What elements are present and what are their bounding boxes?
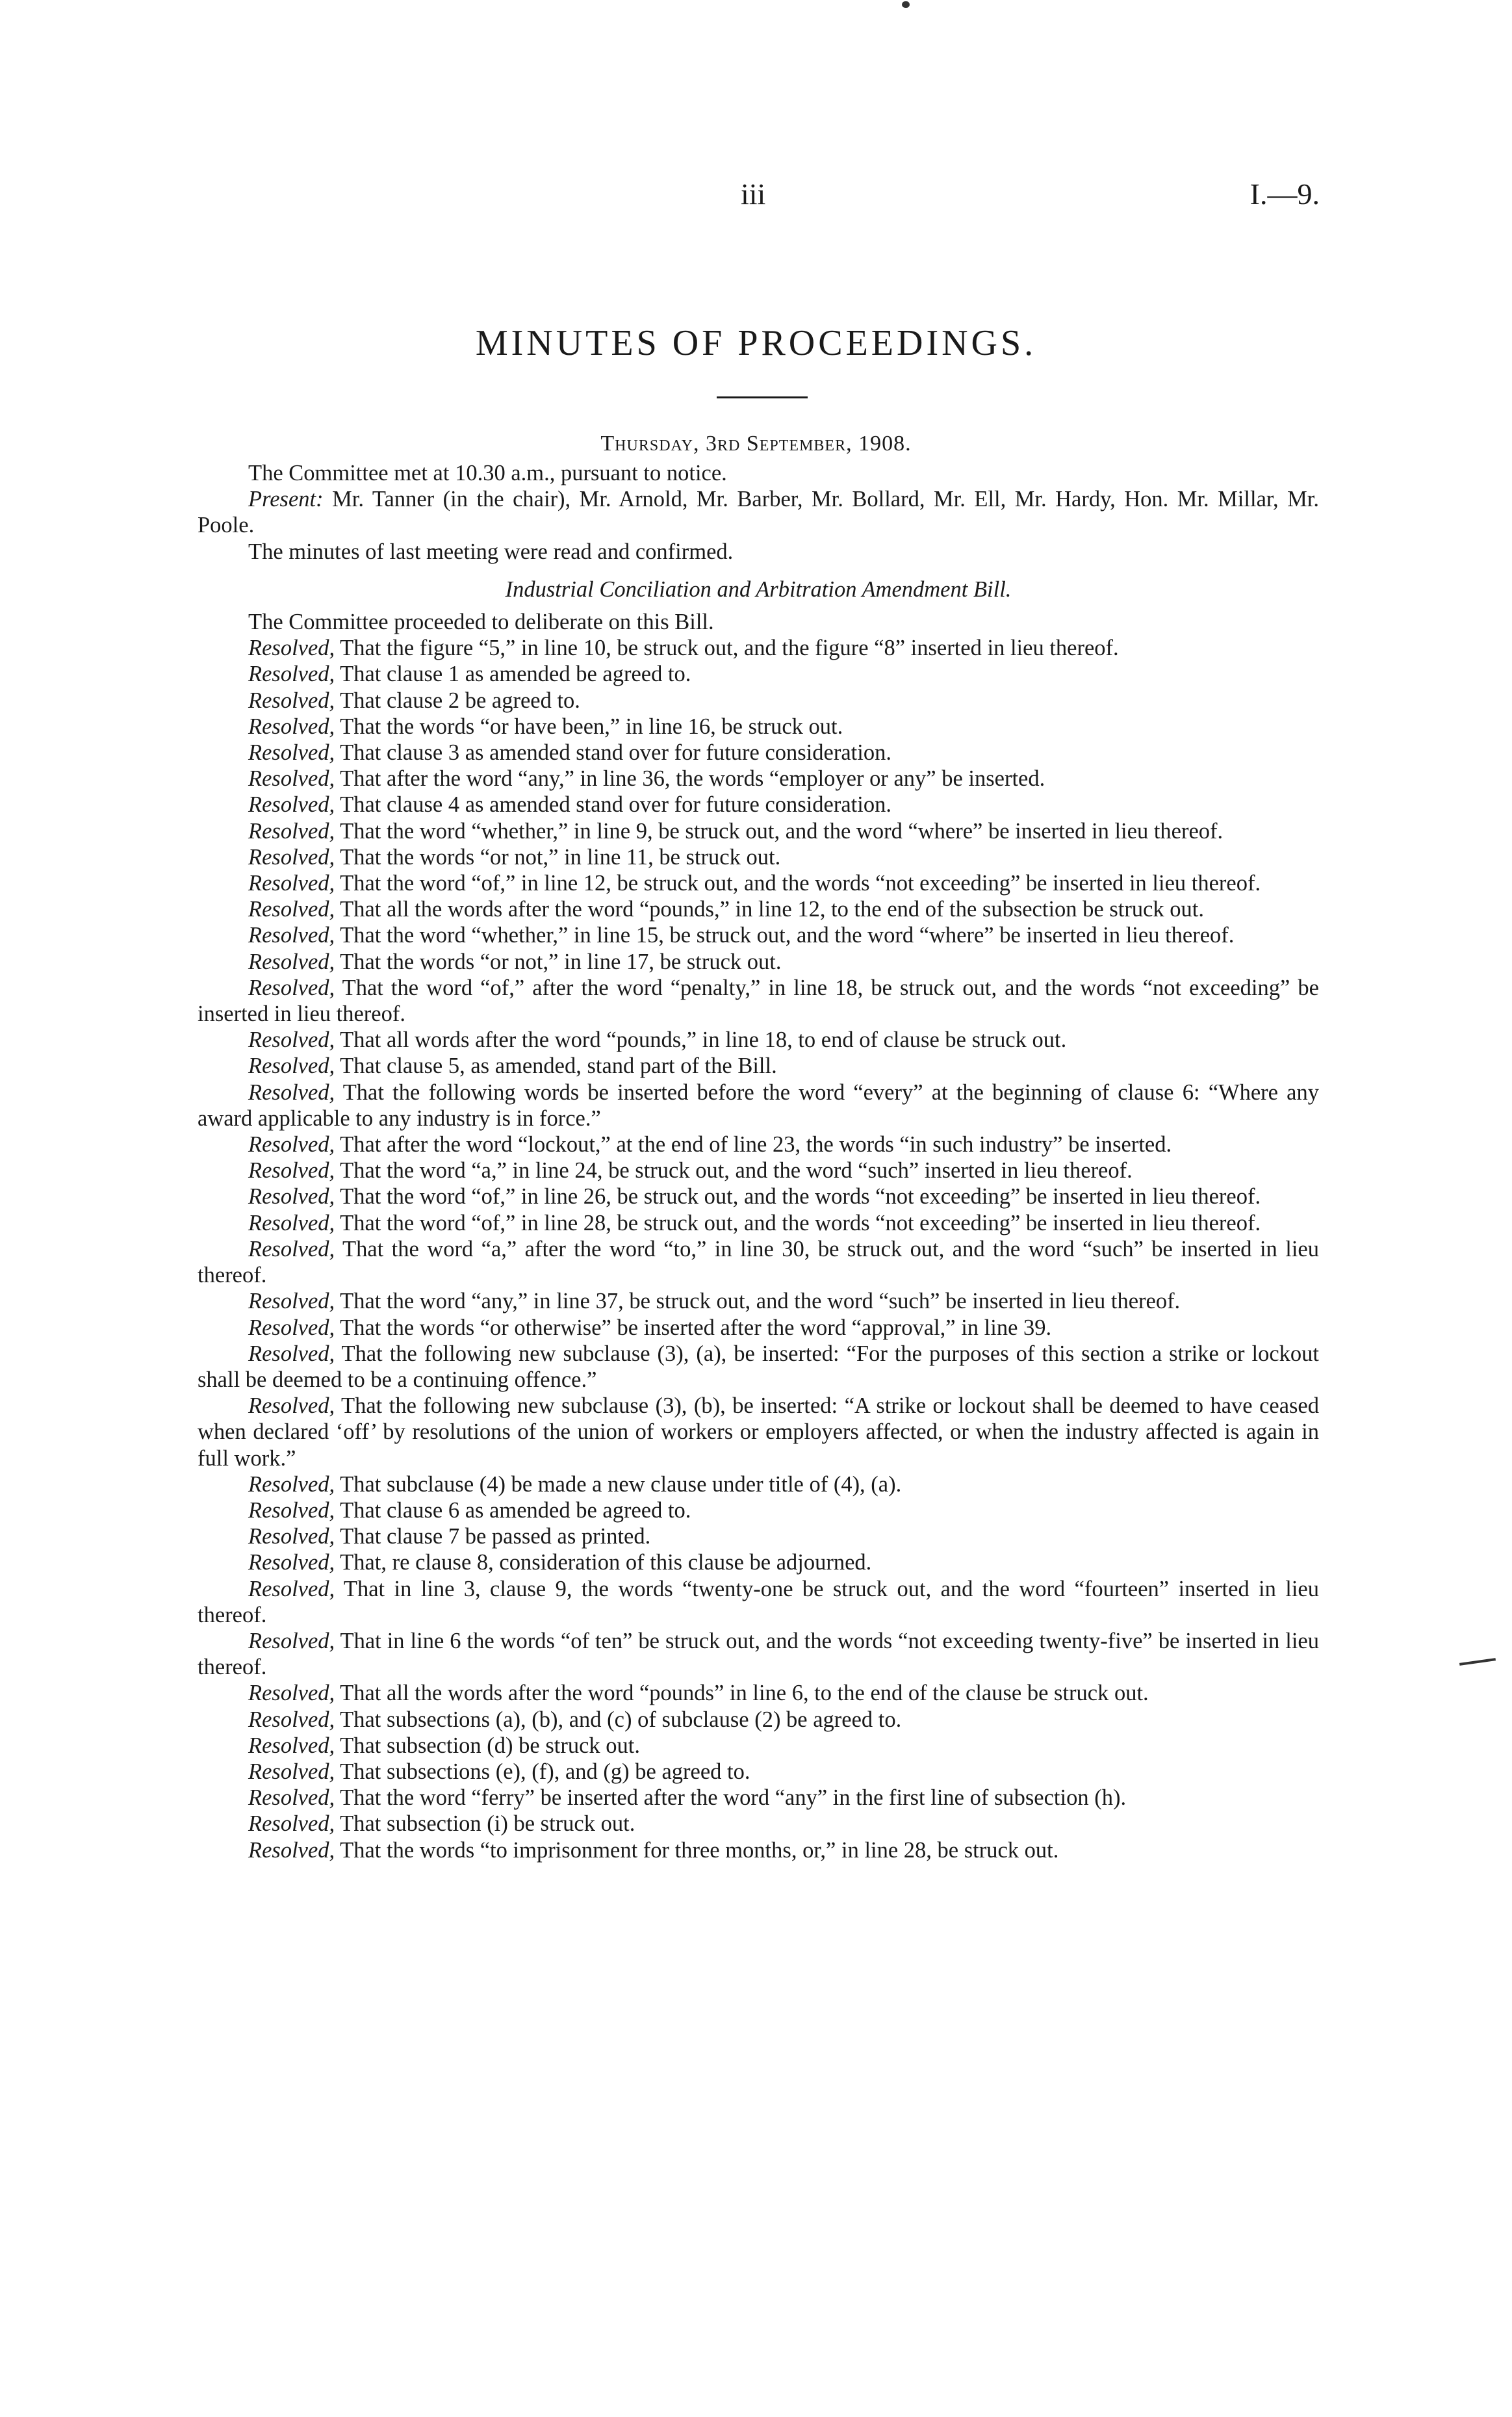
resolution-item <box>198 1576 1319 1628</box>
resolution-text: That clause 3 as amended stand over for future consideration. <box>340 740 891 766</box>
resolution-item <box>198 661 1319 687</box>
resolved-label: Resolved, <box>248 1550 335 1575</box>
resolved-label: Resolved, <box>248 871 335 896</box>
resolution-item <box>198 1341 1319 1393</box>
resolution-text: That the word “a,” after the word “to,” in line 30, be struck out, and the word “such” be inserted in lieu thereof. <box>198 1236 1319 1288</box>
resolutions-list <box>198 635 1319 1863</box>
resolved-label: Resolved, <box>248 844 335 870</box>
opening-line-1: The Committee met at 10.30 a.m., pursuant to notice. <box>248 461 727 485</box>
resolved-label: Resolved, <box>248 662 335 687</box>
resolution-text: That the word “of,” after the word “penalty,” in line 18, be struck out, and the words “not exceeding” be inserted in lieu thereof. <box>198 975 1319 1027</box>
resolution-item <box>198 949 1319 975</box>
resolution-item <box>198 922 1319 948</box>
resolution-item <box>198 1027 1319 1053</box>
resolution-text: That the word “whether,” in line 15, be struck out, and the word “where” be inserted in lieu thereof. <box>340 923 1235 948</box>
resolution-item <box>198 1393 1319 1471</box>
resolution-text: That clause 5, as amended, stand part of the Bill. <box>340 1053 777 1079</box>
resolution-item <box>198 766 1319 792</box>
resolved-label: Resolved, <box>248 792 335 818</box>
resolution-item <box>198 818 1319 844</box>
resolution-text: That subsection (d) be struck out. <box>340 1733 640 1758</box>
resolution-text: That subclause (4) be made a new clause under title of (4), (a). <box>340 1471 902 1497</box>
resolved-label: Resolved, <box>248 766 335 792</box>
resolution-text: That the word “of,” in line 12, be struck out, and the words “not exceeding” be inserted in lieu thereof. <box>340 871 1261 896</box>
bill-heading: Industrial Conciliation and Arbitration Amendment Bill. <box>505 576 1012 602</box>
resolution-text: That the words “or otherwise” be inserted after the word “approval,” in line 39. <box>340 1315 1052 1340</box>
resolution-item <box>198 792 1319 818</box>
resolution-text: That clause 6 as amended be agreed to. <box>340 1497 691 1523</box>
resolved-label: Resolved, <box>248 897 335 922</box>
resolution-item <box>198 1053 1319 1079</box>
resolved-label: Resolved, <box>248 1471 335 1497</box>
resolved-label: Resolved, <box>248 1289 335 1314</box>
resolution-item <box>198 975 1319 1027</box>
resolution-text: That the word “of,” in line 26, be struck out, and the words “not exceeding” be inserted in lieu thereof. <box>340 1184 1261 1209</box>
resolution-item <box>198 1497 1319 1523</box>
resolved-label: Resolved, <box>248 636 335 661</box>
present-line <box>198 486 1319 538</box>
resolved-label: Resolved, <box>248 1184 335 1209</box>
resolved-label: Resolved, <box>248 1210 335 1235</box>
resolved-label: Resolved, <box>248 1079 335 1105</box>
scan-speck <box>902 1 910 8</box>
resolved-label: Resolved, <box>248 714 335 739</box>
proceed-line: The Committee proceeded to deliberate on this Bill. <box>248 610 714 635</box>
page-number: iii <box>741 177 766 211</box>
resolution-item <box>198 1315 1319 1341</box>
resolved-label: Resolved, <box>248 818 335 844</box>
resolved-label: Resolved, <box>248 923 335 948</box>
resolution-text: That subsections (a), (b), and (c) of subclause (2) be agreed to. <box>340 1707 902 1732</box>
resolved-label: Resolved, <box>248 1236 335 1261</box>
title-rule <box>717 396 808 398</box>
resolved-label: Resolved, <box>248 1028 335 1053</box>
resolution-text: That clause 4 as amended stand over for future consideration. <box>340 792 891 818</box>
resolution-text: That the following new subclause (3), (b), be inserted: “A strike or lockout shall be deemed to have ceased when declared ‘off’ by resolutions of the union of workers or employers affected, or when the industry affected is again in full work.” <box>198 1393 1319 1471</box>
resolved-label: Resolved, <box>248 740 335 766</box>
resolution-item <box>198 1733 1319 1759</box>
resolution-item <box>198 1079 1319 1131</box>
resolution-item <box>198 1759 1319 1785</box>
resolution-text: That subsections (e), (f), and (g) be agreed to. <box>340 1759 750 1784</box>
resolution-text: That the words “or have been,” in line 16, be struck out. <box>340 714 843 739</box>
resolved-label: Resolved, <box>248 1707 335 1732</box>
resolution-text: That the word “any,” in line 37, be struck out, and the word “such” be inserted in lieu thereof. <box>340 1289 1181 1314</box>
resolved-label: Resolved, <box>248 1811 335 1837</box>
resolution-text: That all the words after the word “pounds,” in line 12, to the end of the subsection be struck out. <box>340 897 1205 922</box>
resolved-label: Resolved, <box>248 1628 335 1653</box>
document-reference: I.—9. <box>1249 177 1320 211</box>
resolution-item <box>198 1837 1319 1863</box>
resolution-text: That the word “ferry” be inserted after the word “any” in the first line of subsection (h). <box>340 1785 1127 1811</box>
resolution-text: That, re clause 8, consideration of this clause be adjourned. <box>340 1550 872 1575</box>
resolution-item <box>198 1785 1319 1811</box>
resolution-item <box>198 1523 1319 1549</box>
resolution-text: That the word “a,” in line 24, be struck out, and the word “such” inserted in lieu thereof. <box>340 1158 1133 1183</box>
resolution-text: That the figure “5,” in line 10, be struck out, and the figure “8” inserted in lieu thereof. <box>340 636 1119 661</box>
resolved-label: Resolved, <box>248 1759 335 1784</box>
resolved-label: Resolved, <box>248 1785 335 1811</box>
resolution-text: That the word “of,” in line 28, be struck out, and the words “not exceeding” be inserted in lieu thereof. <box>340 1210 1261 1235</box>
opening-line-3: The minutes of last meeting were read and confirmed. <box>248 539 734 564</box>
resolution-text: That in line 3, clause 9, the words “twenty-one be struck out, and the word “fourteen” inserted in lieu thereof. <box>198 1576 1319 1627</box>
resolution-item <box>198 1549 1319 1575</box>
resolution-item <box>198 1183 1319 1209</box>
resolved-label: Resolved, <box>248 1576 335 1601</box>
resolution-text: That all the words after the word “pounds” in line 6, to the end of the clause be struck out. <box>340 1681 1149 1706</box>
scan-mark <box>1459 1658 1496 1666</box>
resolved-label: Resolved, <box>248 1681 335 1706</box>
resolution-item <box>198 1707 1319 1733</box>
resolution-text: That in line 6 the words “of ten” be struck out, and the words “not exceeding twenty-five” be inserted in lieu thereof. <box>198 1628 1319 1680</box>
resolution-item <box>198 1236 1319 1288</box>
resolved-label: Resolved, <box>248 1315 335 1340</box>
resolution-text: That after the word “lockout,” at the end of line 23, the words “in such industry” be inserted. <box>340 1132 1172 1157</box>
meeting-date: Thursday, 3rd September, 1908. <box>600 432 912 456</box>
present-label: Present: <box>248 487 324 512</box>
resolved-label: Resolved, <box>248 1497 335 1523</box>
resolution-text: That after the word “any,” in line 36, the words “employer or any” be inserted. <box>340 766 1045 792</box>
resolution-text: That clause 2 be agreed to. <box>340 688 580 713</box>
resolution-text: That the following words be inserted before the word “every” at the beginning of clause 6: “Where any award applicable to any industry is in force.” <box>198 1079 1319 1131</box>
resolution-item <box>198 688 1319 714</box>
resolution-text: That all words after the word “pounds,” in line 18, to end of clause be struck out. <box>340 1028 1067 1053</box>
resolution-text: That the following new subclause (3), (a), be inserted: “For the purposes of this section a strike or lockout shall be deemed to be a continuing offence.” <box>198 1341 1319 1392</box>
resolved-label: Resolved, <box>248 1393 335 1419</box>
resolved-label: Resolved, <box>248 1524 335 1549</box>
resolution-item <box>198 1811 1319 1837</box>
resolution-item <box>198 1471 1319 1497</box>
resolved-label: Resolved, <box>248 949 335 974</box>
resolved-label: Resolved, <box>248 1733 335 1758</box>
resolution-item <box>198 1157 1319 1183</box>
resolved-label: Resolved, <box>248 1158 335 1183</box>
resolution-item <box>198 1288 1319 1314</box>
resolution-item <box>198 870 1319 896</box>
resolution-item <box>198 1131 1319 1157</box>
resolution-text: That the words “or not,” in line 11, be struck out. <box>340 844 781 870</box>
resolution-text: That the words “or not,” in line 17, be struck out. <box>340 949 782 974</box>
resolved-label: Resolved, <box>248 1053 335 1079</box>
resolved-label: Resolved, <box>248 1837 335 1863</box>
resolution-item <box>198 1210 1319 1236</box>
resolution-item <box>198 635 1319 661</box>
resolved-label: Resolved, <box>248 688 335 713</box>
resolution-item <box>198 1628 1319 1680</box>
present-members: Mr. Tanner (in the chair), Mr. Arnold, Mr. Barber, Mr. Bollard, Mr. Ell, Mr. Hardy, Hon. Mr. Millar, Mr. Poole. <box>198 487 1319 538</box>
resolution-item <box>198 844 1319 870</box>
minutes-body <box>198 460 1319 1863</box>
resolved-label: Resolved, <box>248 1132 335 1157</box>
resolution-item <box>198 1680 1319 1706</box>
resolved-label: Resolved, <box>248 975 335 1000</box>
resolution-text: That subsection (i) be struck out. <box>340 1811 635 1837</box>
page-title: MINUTES OF PROCEEDINGS. <box>475 323 1037 363</box>
resolved-label: Resolved, <box>248 1341 335 1366</box>
resolution-item <box>198 740 1319 766</box>
resolution-text: That the words “to imprisonment for three months, or,” in line 28, be struck out. <box>340 1837 1059 1863</box>
resolution-item <box>198 896 1319 922</box>
resolution-item <box>198 714 1319 740</box>
resolution-text: That clause 7 be passed as printed. <box>340 1524 651 1549</box>
resolution-text: That the word “whether,” in line 9, be struck out, and the word “where” be inserted in lieu thereof. <box>340 818 1224 844</box>
resolution-text: That clause 1 as amended be agreed to. <box>340 662 691 687</box>
